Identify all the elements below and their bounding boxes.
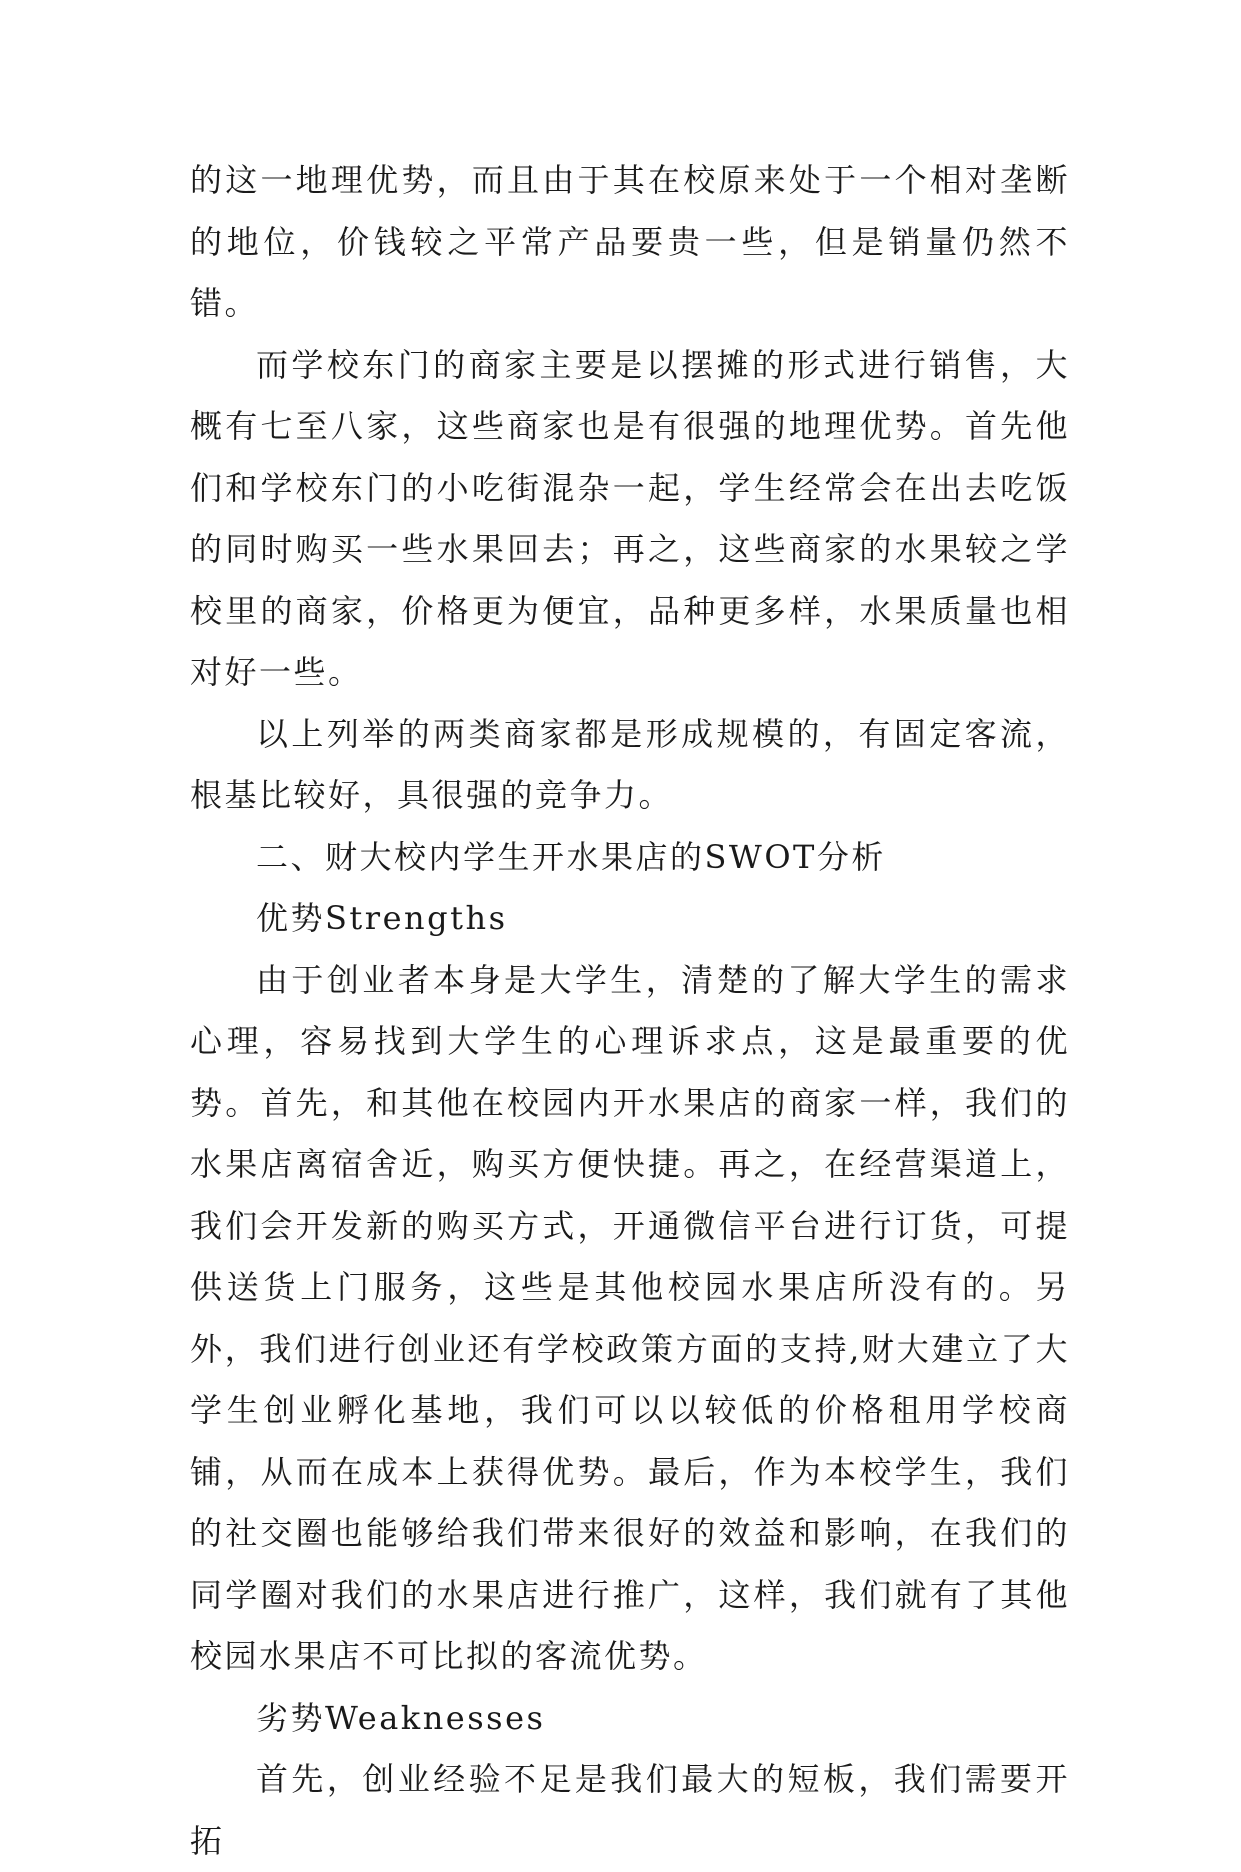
weaknesses-paragraph: 首先，创业经验不足是我们最大的短板，我们需要开拓 [190,1760,1070,1860]
document-body [190,150,1070,1872]
section-heading-swot: 二、财大校内学生开水果店的SWOT分析 [256,837,886,876]
weaknesses-heading: 劣势Weaknesses [256,1698,546,1737]
strengths-paragraph: 由于创业者本身是大学生，清楚的了解大学生的需求心理，容易找到大学生的心理诉求点，这是最重要的优势。首先，和其他在校园内开水果店的商家一样，我们的水果店离宿舍近，购买方便快捷。再之，在经营渠道上，我们会开发新的购买方式，开通微信平台进行订货，可提供送货上门服务，这些是其他校园水果店所没有的。另外，我们进行创业还有学校政策方面的支持,财大建立了大学生创业孵化基地，我们可以以较低的价格租用学校商铺，从而在成本上获得优势。最后，作为本校学生，我们的社交圈也能够给我们带来很好的效益和影响，在我们的同学圈对我们的水果店进行推广，这样，我们就有了其他校园水果店不可比拟的客流优势。 [190,960,1070,1675]
paragraph-east-gate-vendors: 而学校东门的商家主要是以摆摊的形式进行销售，大概有七至八家，这些商家也是有很强的地理优势。首先他们和学校东门的小吃街混杂一起，学生经常会在出去吃饭的同时购买一些水果回去；再之，这些商家的水果较之学校里的商家，价格更为便宜，品种更多样，水果质量也相对好一些。 [190,345,1070,691]
paragraph-continuation: 的这一地理优势，而且由于其在校原来处于一个相对垄断的地位，价钱较之平常产品要贵一些，但是销量仍然不错。 [190,161,1070,322]
paragraph-vendor-summary: 以上列举的两类商家都是形成规模的，有固定客流，根基比较好，具很强的竞争力。 [190,714,1070,814]
strengths-heading: 优势Strengths [256,899,508,937]
